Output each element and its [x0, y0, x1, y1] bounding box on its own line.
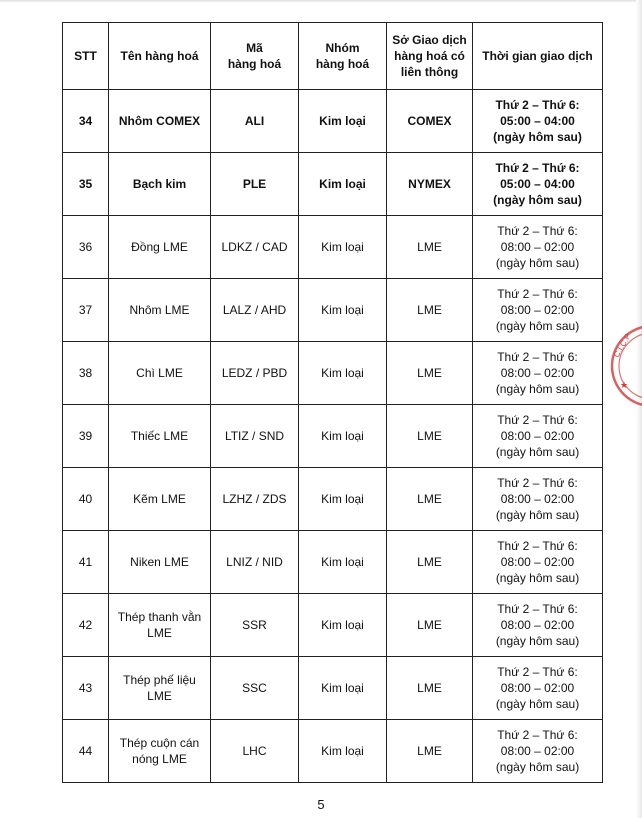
- time-days: Thứ 2 – Thứ 6:: [497, 728, 578, 742]
- cell-stt: 43: [63, 657, 109, 720]
- time-hours: 08:00 – 02:00: [500, 744, 575, 758]
- cell-code: LDKZ / CAD: [211, 216, 299, 279]
- time-hours: 08:00 – 02:00: [500, 492, 575, 506]
- time-note: (ngày hôm sau): [495, 382, 580, 396]
- cell-stt: 37: [63, 279, 109, 342]
- cell-group: Kim loại: [299, 342, 387, 405]
- cell-time: [473, 720, 603, 783]
- commodity-table: [62, 22, 603, 783]
- cell-group: Kim loại: [299, 531, 387, 594]
- cell-group: Kim loại: [299, 657, 387, 720]
- time-note: (ngày hôm sau): [495, 697, 580, 711]
- time-hours: 08:00 – 02:00: [500, 240, 575, 254]
- red-stamp: [606, 318, 642, 414]
- cell-time: [473, 90, 603, 153]
- cell-exchange: LME: [387, 405, 473, 468]
- cell-stt: 44: [63, 720, 109, 783]
- cell-group: Kim loại: [299, 153, 387, 216]
- table-row: [63, 720, 603, 783]
- header-group-line-1: Nhóm: [325, 41, 360, 55]
- cell-name: Bạch kim: [109, 153, 211, 216]
- header-exchange-line-1: Sở Giao dịch: [392, 33, 467, 47]
- cell-group: Kim loại: [299, 216, 387, 279]
- cell-code: SSC: [211, 657, 299, 720]
- cell-name: Chì LME: [109, 342, 211, 405]
- cell-group: Kim loại: [299, 720, 387, 783]
- time-note: (ngày hôm sau): [495, 571, 580, 585]
- cell-time: [473, 594, 603, 657]
- cell-time: [473, 405, 603, 468]
- page-top-edge: [0, 0, 642, 3]
- cell-stt: 41: [63, 531, 109, 594]
- cell-name: Thép cuộn cán nóng LME: [109, 720, 211, 783]
- cell-stt: 34: [63, 90, 109, 153]
- stamp-text: C.I.C.P: [611, 332, 633, 359]
- table-row: [63, 594, 603, 657]
- header-code: [211, 23, 299, 90]
- time-hours: 08:00 – 02:00: [500, 366, 575, 380]
- cell-code: LHC: [211, 720, 299, 783]
- cell-code: LTIZ / SND: [211, 405, 299, 468]
- cell-stt: 42: [63, 594, 109, 657]
- cell-name: Nhôm COMEX: [109, 90, 211, 153]
- cell-group: Kim loại: [299, 405, 387, 468]
- time-note: (ngày hôm sau): [495, 760, 580, 774]
- time-days: Thứ 2 – Thứ 6:: [497, 665, 578, 679]
- table-row: [63, 153, 603, 216]
- header-exchange-line-3: liên thông: [400, 65, 459, 79]
- cell-name: Đồng LME: [109, 216, 211, 279]
- time-hours: 05:00 – 04:00: [500, 114, 575, 128]
- cell-code: LZHZ / ZDS: [211, 468, 299, 531]
- table-row: [63, 90, 603, 153]
- time-days: Thứ 2 – Thứ 6:: [497, 350, 578, 364]
- time-note: (ngày hôm sau): [495, 634, 580, 648]
- cell-code: ALI: [211, 90, 299, 153]
- cell-exchange: NYMEX: [387, 153, 473, 216]
- cell-group: Kim loại: [299, 468, 387, 531]
- cell-time: [473, 153, 603, 216]
- cell-time: [473, 279, 603, 342]
- cell-exchange: LME: [387, 279, 473, 342]
- table-row: [63, 279, 603, 342]
- cell-exchange: LME: [387, 531, 473, 594]
- cell-name: Kẽm LME: [109, 468, 211, 531]
- time-note: (ngày hôm sau): [493, 130, 582, 144]
- cell-time: [473, 657, 603, 720]
- time-days: Thứ 2 – Thứ 6:: [497, 602, 578, 616]
- cell-exchange: LME: [387, 342, 473, 405]
- cell-stt: 36: [63, 216, 109, 279]
- time-hours: 08:00 – 02:00: [500, 555, 575, 569]
- header-stt: STT: [63, 23, 109, 90]
- cell-stt: 40: [63, 468, 109, 531]
- time-days: Thứ 2 – Thứ 6:: [497, 476, 578, 490]
- time-days: Thứ 2 – Thứ 6:: [495, 98, 580, 112]
- time-note: (ngày hôm sau): [495, 256, 580, 270]
- time-days: Thứ 2 – Thứ 6:: [497, 413, 578, 427]
- cell-group: Kim loại: [299, 90, 387, 153]
- time-days: Thứ 2 – Thứ 6:: [497, 224, 578, 238]
- cell-code: PLE: [211, 153, 299, 216]
- time-hours: 08:00 – 02:00: [500, 303, 575, 317]
- cell-code: SSR: [211, 594, 299, 657]
- cell-stt: 38: [63, 342, 109, 405]
- time-hours: 08:00 – 02:00: [500, 681, 575, 695]
- cell-time: [473, 216, 603, 279]
- cell-code: LEDZ / PBD: [211, 342, 299, 405]
- cell-exchange: LME: [387, 720, 473, 783]
- time-days: Thứ 2 – Thứ 6:: [497, 287, 578, 301]
- cell-stt: 35: [63, 153, 109, 216]
- cell-group: Kim loại: [299, 279, 387, 342]
- page-number: 5: [317, 797, 325, 812]
- cell-exchange: LME: [387, 594, 473, 657]
- header-exchange: [387, 23, 473, 90]
- header-time: Thời gian giao dịch: [473, 23, 603, 90]
- cell-exchange: COMEX: [387, 90, 473, 153]
- star-icon: ★: [620, 380, 629, 390]
- cell-time: [473, 342, 603, 405]
- time-note: (ngày hôm sau): [495, 508, 580, 522]
- header-code-line-2: hàng hoá: [227, 57, 282, 71]
- cell-code: LALZ / AHD: [211, 279, 299, 342]
- table-row: [63, 405, 603, 468]
- cell-exchange: LME: [387, 468, 473, 531]
- cell-exchange: LME: [387, 216, 473, 279]
- table-row: [63, 531, 603, 594]
- header-group-line-2: hàng hoá: [315, 57, 370, 71]
- cell-name: Thép phế liệu LME: [109, 657, 211, 720]
- header-exchange-line-2: hàng hoá có: [394, 49, 465, 63]
- table-row: [63, 468, 603, 531]
- table-row: [63, 216, 603, 279]
- cell-name: Niken LME: [109, 531, 211, 594]
- cell-name: Thiếc LME: [109, 405, 211, 468]
- cell-name: Thép thanh vằn LME: [109, 594, 211, 657]
- time-note: (ngày hôm sau): [493, 193, 582, 207]
- header-code-line-1: Mã: [246, 41, 263, 55]
- cell-name: Nhôm LME: [109, 279, 211, 342]
- header-name: Tên hàng hoá: [109, 23, 211, 90]
- cell-stt: 39: [63, 405, 109, 468]
- time-note: (ngày hôm sau): [495, 445, 580, 459]
- time-hours: 08:00 – 02:00: [500, 618, 575, 632]
- time-hours: 08:00 – 02:00: [500, 429, 575, 443]
- table-row: [63, 342, 603, 405]
- time-days: Thứ 2 – Thứ 6:: [495, 161, 580, 175]
- header-group: [299, 23, 387, 90]
- cell-time: [473, 468, 603, 531]
- table-row: [63, 657, 603, 720]
- cell-time: [473, 531, 603, 594]
- table-header-row: [63, 23, 603, 90]
- time-hours: 05:00 – 04:00: [500, 177, 575, 191]
- cell-exchange: LME: [387, 657, 473, 720]
- time-note: (ngày hôm sau): [495, 319, 580, 333]
- cell-group: Kim loại: [299, 594, 387, 657]
- time-days: Thứ 2 – Thứ 6:: [497, 539, 578, 553]
- cell-code: LNIZ / NID: [211, 531, 299, 594]
